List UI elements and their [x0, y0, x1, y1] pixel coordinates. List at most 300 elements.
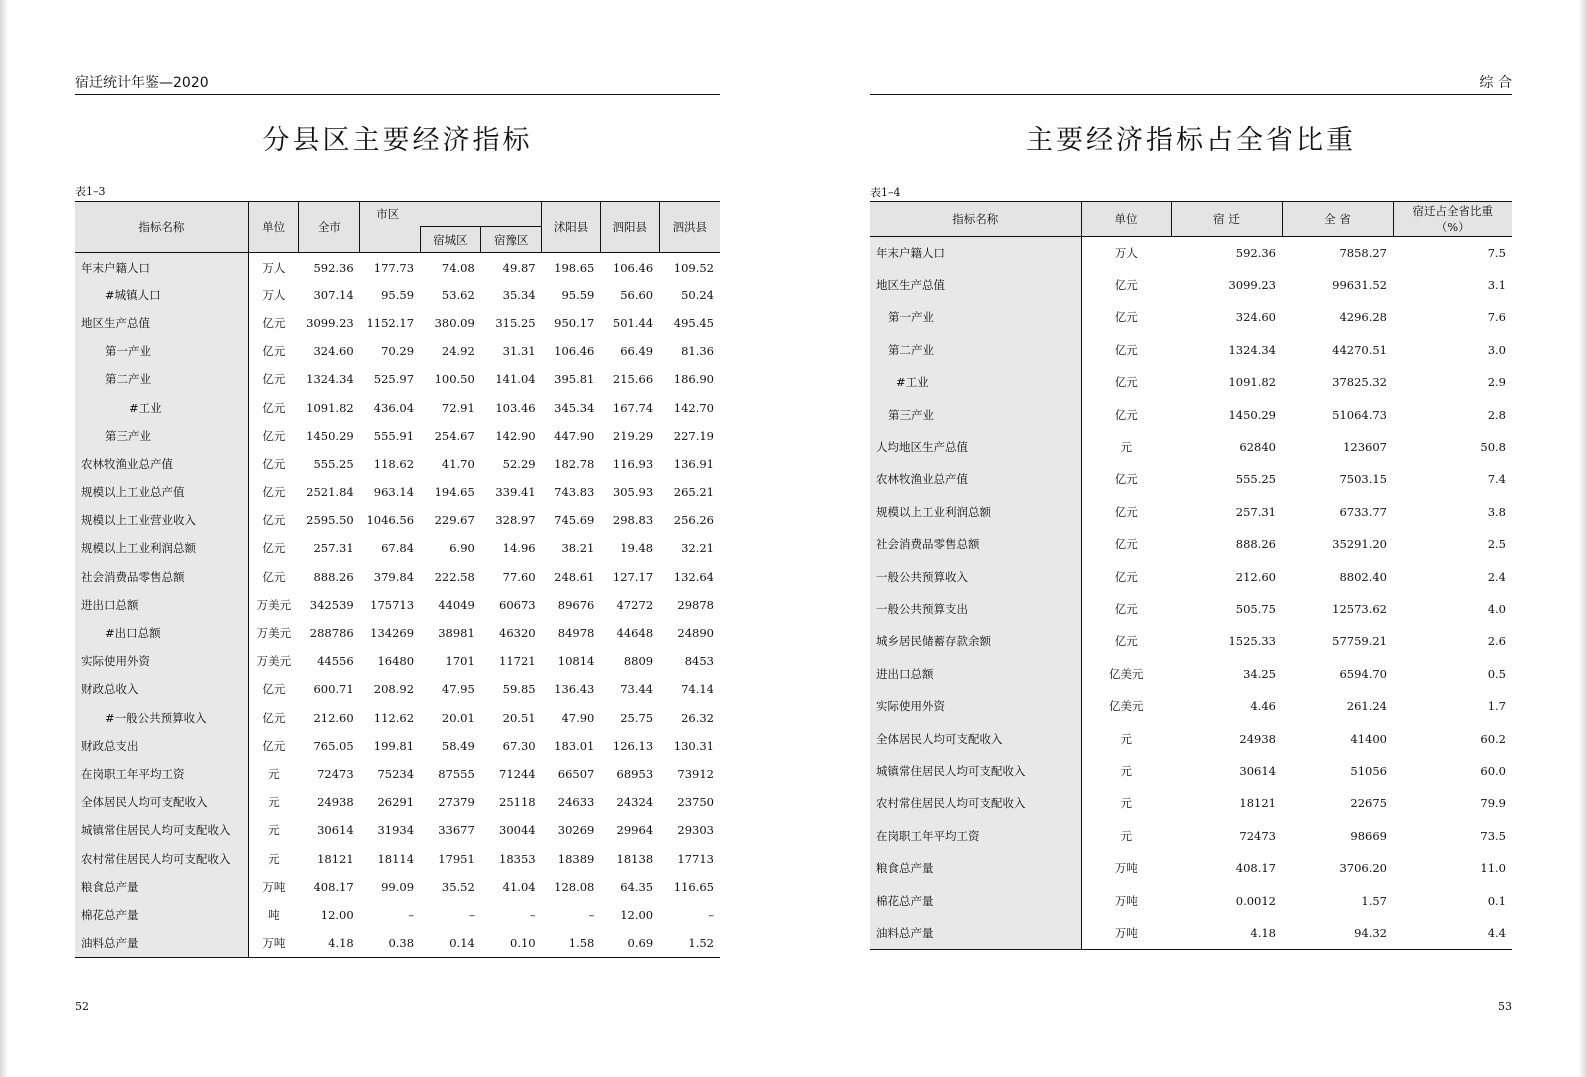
row-value: 50.24 — [681, 287, 714, 302]
row-value: – — [588, 907, 595, 922]
table-row — [870, 560, 1512, 592]
row-value: 2.8 — [1487, 407, 1506, 422]
row-value: 4.4 — [1487, 925, 1506, 940]
row-unit: 亿元 — [1114, 407, 1138, 422]
row-value: 116.93 — [612, 456, 654, 471]
row-value: 95.59 — [381, 287, 415, 302]
left-running-head — [75, 74, 720, 95]
row-indicator-name: 实际使用外资 — [870, 690, 1081, 722]
row-unit: 元 — [1120, 440, 1132, 455]
row-value: 219.29 — [612, 428, 654, 443]
row-value: 67.84 — [381, 541, 415, 556]
row-value: 30269 — [557, 823, 595, 838]
row-unit: 元 — [1120, 796, 1132, 811]
row-value: 66.49 — [620, 344, 654, 359]
row-indicator-name: 城镇常住居民人均可支配收入 — [75, 816, 248, 844]
row-value: 77.60 — [502, 569, 536, 584]
row-value: 35.34 — [502, 287, 536, 302]
row-value: 142.90 — [495, 428, 536, 443]
row-value: 0.14 — [449, 935, 475, 950]
row-indicator-name: 财政总支出 — [75, 732, 248, 760]
table-row — [75, 393, 720, 421]
row-unit: 亿元 — [1114, 375, 1138, 390]
row-value: 109.52 — [673, 261, 714, 276]
row-indicator-name: 棉花总产量 — [75, 901, 248, 929]
row-value: 24890 — [677, 626, 714, 641]
share-ratio-unit: （%） — [1435, 220, 1470, 234]
row-indicator-name: 棉花总产量 — [870, 884, 1081, 916]
row-value: 1091.82 — [306, 400, 354, 415]
row-value: 31.31 — [502, 344, 536, 359]
row-indicator-name: 社会消费品零售总额 — [870, 528, 1081, 560]
row-value: – — [408, 907, 415, 922]
row-value: 116.65 — [673, 879, 714, 894]
row-value: 8809 — [623, 654, 654, 669]
row-value: 298.83 — [612, 513, 654, 528]
row-indicator-name: 粮食总产量 — [870, 852, 1081, 884]
table-row — [75, 732, 720, 760]
row-unit: 亿元 — [262, 428, 286, 443]
row-value: 17713 — [677, 851, 714, 866]
row-value: 7858.27 — [1339, 245, 1387, 260]
row-value: 18389 — [557, 851, 595, 866]
row-indicator-name: 社会消费品零售总额 — [75, 563, 248, 591]
row-value: 212.60 — [313, 710, 354, 725]
row-value: 1450.29 — [306, 428, 354, 443]
row-value: 339.41 — [495, 485, 536, 500]
row-value: 41.70 — [441, 456, 475, 471]
table-row — [870, 625, 1512, 657]
row-value: 257.31 — [313, 541, 354, 556]
row-value: 305.93 — [612, 485, 654, 500]
row-value: 26291 — [377, 795, 415, 810]
table-row — [870, 463, 1512, 495]
row-value: 18121 — [1239, 796, 1276, 811]
table-row — [75, 873, 720, 901]
row-value: 0.1 — [1487, 893, 1506, 908]
right-running-head — [870, 74, 1512, 95]
row-unit: 亿元 — [262, 344, 286, 359]
row-value: 41.04 — [502, 879, 536, 894]
row-unit: 万美元 — [256, 597, 292, 612]
row-value: 600.71 — [313, 682, 354, 697]
header-suyu: 宿豫区 — [481, 227, 542, 253]
row-value: 128.08 — [554, 879, 595, 894]
right-page — [870, 0, 1512, 1077]
row-value: 436.04 — [373, 400, 415, 415]
row-value: 963.14 — [373, 485, 415, 500]
row-unit: 亿元 — [1114, 342, 1138, 357]
table-row — [870, 269, 1512, 301]
row-unit: 万吨 — [262, 935, 286, 950]
row-value: 74.14 — [681, 682, 714, 697]
row-value: 112.62 — [373, 710, 415, 725]
table-row — [75, 309, 720, 337]
row-value: 7.6 — [1487, 310, 1506, 325]
header-indicator-name: 指标名称 — [870, 202, 1081, 237]
row-value: 16480 — [377, 654, 415, 669]
table-row — [870, 820, 1512, 852]
row-value: 141.04 — [495, 372, 536, 387]
row-indicator-name: 地区生产总值 — [870, 269, 1081, 301]
right-table-label: 表1–4 — [870, 186, 901, 199]
row-value: 24.92 — [441, 344, 475, 359]
table-row — [75, 760, 720, 788]
row-value: 1324.34 — [1228, 342, 1276, 357]
row-value: 324.60 — [1235, 310, 1276, 325]
row-value: 72473 — [317, 766, 354, 781]
row-value: 24324 — [616, 795, 654, 810]
row-indicator-name: 实际使用外资 — [75, 647, 248, 675]
left-table-label: 表1–3 — [75, 185, 106, 198]
row-value: 408.17 — [313, 879, 354, 894]
row-value: 89676 — [557, 597, 595, 612]
table-row — [75, 844, 720, 872]
row-value: 950.17 — [554, 315, 595, 330]
header-city-total: 全市 — [299, 202, 360, 253]
row-unit: 吨 — [268, 907, 280, 922]
row-unit: 元 — [1120, 763, 1132, 778]
row-value: 41400 — [1350, 731, 1387, 746]
row-value: 18353 — [499, 851, 536, 866]
row-value: 2521.84 — [306, 485, 354, 500]
table-row — [75, 506, 720, 534]
yearbook-title: 宿迁统计年鉴—2020 — [75, 75, 209, 91]
row-value: 22675 — [1350, 796, 1387, 811]
row-value: 18114 — [377, 851, 415, 866]
row-value: – — [469, 907, 475, 922]
row-indicator-name: #工业 — [75, 393, 248, 421]
row-unit: 亿元 — [262, 400, 286, 415]
row-value: 24633 — [557, 795, 595, 810]
section-title: 综 合 — [1479, 75, 1512, 91]
row-value: 29964 — [616, 823, 654, 838]
row-value: 12.00 — [620, 907, 654, 922]
row-unit: 亿美元 — [1109, 699, 1144, 714]
row-value: 73912 — [677, 766, 714, 781]
row-value: 743.83 — [554, 485, 595, 500]
row-value: 1.52 — [688, 935, 714, 950]
row-value: 7.4 — [1487, 472, 1506, 487]
row-unit: 亿元 — [1114, 601, 1138, 616]
row-value: 324.60 — [313, 344, 354, 359]
row-value: 4.18 — [1250, 925, 1276, 940]
row-unit: 万吨 — [262, 879, 286, 894]
row-value: 47272 — [616, 597, 654, 612]
header-indicator-name: 指标名称 — [75, 202, 248, 253]
header-suqian: 宿 迁 — [1171, 202, 1282, 237]
table-row — [75, 675, 720, 703]
row-value: 87555 — [438, 766, 475, 781]
row-unit: 万人 — [262, 287, 286, 302]
row-indicator-name: #一般公共预算收入 — [75, 704, 248, 732]
row-unit: 万美元 — [256, 626, 292, 641]
row-indicator-name: 一般公共预算支出 — [870, 593, 1081, 625]
row-indicator-name: 年末户籍人口 — [75, 253, 248, 281]
table-row — [75, 365, 720, 393]
table-row — [75, 788, 720, 816]
row-value: 127.17 — [612, 569, 654, 584]
row-value: 505.75 — [1235, 601, 1276, 616]
row-value: 8453 — [684, 654, 714, 669]
row-value: 26.32 — [681, 710, 714, 725]
row-value: 315.25 — [495, 315, 536, 330]
row-value: 94.32 — [1354, 925, 1387, 940]
header-province: 全 省 — [1282, 202, 1393, 237]
row-value: 68953 — [616, 766, 654, 781]
row-value: 345.34 — [554, 400, 595, 415]
row-value: 53.62 — [441, 287, 475, 302]
row-value: 37825.32 — [1332, 375, 1387, 390]
row-value: 98669 — [1350, 828, 1387, 843]
row-value: 183.01 — [554, 738, 595, 753]
header-shuyang: 沭阳县 — [542, 202, 601, 253]
table-row — [75, 478, 720, 506]
left-page-number: 52 — [75, 1000, 89, 1013]
row-unit: 亿元 — [1114, 537, 1138, 552]
row-unit: 万吨 — [1114, 861, 1138, 876]
row-indicator-name: 一般公共预算收入 — [870, 560, 1081, 592]
row-value: 254.67 — [434, 428, 475, 443]
row-value: 60673 — [499, 597, 536, 612]
row-indicator-name: 规模以上工业总产值 — [75, 478, 248, 506]
row-unit: 元 — [268, 766, 280, 781]
row-value: 342539 — [309, 597, 354, 612]
row-value: 194.65 — [434, 485, 475, 500]
row-value: 74.08 — [441, 261, 475, 276]
row-value: 8802.40 — [1339, 569, 1387, 584]
row-value: 49.87 — [502, 261, 536, 276]
table-row — [870, 496, 1512, 528]
row-value: 32.21 — [681, 541, 714, 556]
row-value: 1525.33 — [1228, 634, 1276, 649]
header-siyang: 泗阳县 — [600, 202, 659, 253]
row-unit: 亿元 — [1114, 278, 1138, 293]
row-value: 126.13 — [612, 738, 654, 753]
row-value: 18121 — [317, 851, 354, 866]
row-value: 24938 — [1239, 731, 1276, 746]
table-row — [75, 816, 720, 844]
table-row — [870, 884, 1512, 916]
row-indicator-name: 油料总产量 — [870, 917, 1081, 949]
table-row — [870, 690, 1512, 722]
row-unit: 亿元 — [262, 372, 286, 387]
table-row — [75, 901, 720, 929]
row-value: 34.25 — [1243, 666, 1276, 681]
row-value: 1324.34 — [306, 372, 354, 387]
row-unit: 元 — [1120, 731, 1132, 746]
row-value: 12573.62 — [1332, 601, 1387, 616]
table-row — [75, 450, 720, 478]
row-value: 99631.52 — [1332, 278, 1387, 293]
row-value: 186.90 — [673, 372, 714, 387]
row-indicator-name: 在岗职工年平均工资 — [870, 820, 1081, 852]
row-value: 103.46 — [495, 400, 536, 415]
row-value: 56.60 — [620, 287, 654, 302]
row-value: 64.35 — [620, 879, 654, 894]
row-value: 198.65 — [554, 261, 595, 276]
table-row — [75, 253, 720, 281]
row-indicator-name: #出口总额 — [75, 619, 248, 647]
row-value: 2.6 — [1487, 634, 1506, 649]
row-value: 95.59 — [561, 287, 595, 302]
row-indicator-name: 全体居民人均可支配收入 — [870, 722, 1081, 754]
row-value: 30614 — [1239, 763, 1276, 778]
row-value: 555.25 — [1235, 472, 1276, 487]
row-value: 328.97 — [495, 513, 536, 528]
table-row — [870, 755, 1512, 787]
row-value: 67.30 — [502, 738, 536, 753]
row-value: 136.43 — [554, 682, 595, 697]
row-value: 4.18 — [328, 935, 354, 950]
row-indicator-name: 油料总产量 — [75, 929, 248, 957]
row-indicator-name: 财政总收入 — [75, 675, 248, 703]
row-value: 134269 — [370, 626, 415, 641]
table-row — [75, 534, 720, 562]
row-value: 765.05 — [313, 738, 354, 753]
row-value: – — [529, 907, 536, 922]
table-row — [870, 852, 1512, 884]
row-value: 3.8 — [1487, 504, 1506, 519]
row-value: 44270.51 — [1332, 342, 1387, 357]
row-value: 7503.15 — [1339, 472, 1387, 487]
row-indicator-name: 规模以上工业利润总额 — [870, 496, 1081, 528]
row-value: 1152.17 — [366, 315, 415, 330]
row-value: 25.75 — [620, 710, 654, 725]
table-row — [870, 528, 1512, 560]
table-row — [870, 431, 1512, 463]
row-value: 62840 — [1239, 440, 1276, 455]
row-value: 51056 — [1350, 763, 1387, 778]
row-value: 17951 — [438, 851, 475, 866]
row-value: 1450.29 — [1228, 407, 1276, 422]
table-row — [870, 237, 1512, 269]
row-value: 29303 — [677, 823, 714, 838]
row-unit: 亿元 — [262, 541, 286, 556]
row-value: 10814 — [557, 654, 595, 669]
row-value: 2595.50 — [306, 513, 354, 528]
row-indicator-name: 人均地区生产总值 — [870, 431, 1081, 463]
row-value: 4296.28 — [1339, 310, 1387, 325]
row-unit: 亿元 — [1114, 310, 1138, 325]
row-value: 142.70 — [673, 400, 714, 415]
row-value: 1701 — [445, 654, 475, 669]
row-indicator-name: #工业 — [870, 366, 1081, 398]
row-value: 175713 — [370, 597, 415, 612]
row-indicator-name: 第二产业 — [75, 365, 248, 393]
row-value: 72473 — [1239, 828, 1276, 843]
row-value: 35.52 — [441, 879, 475, 894]
table-row — [75, 929, 720, 957]
row-value: 30044 — [499, 823, 536, 838]
table-row — [870, 658, 1512, 690]
header-urban-district: 市区 — [360, 202, 542, 227]
row-value: 130.31 — [673, 738, 714, 753]
row-value: 52.29 — [502, 456, 536, 471]
row-value: 408.17 — [1235, 861, 1276, 876]
table-row — [75, 337, 720, 365]
row-value: 73.44 — [620, 682, 654, 697]
row-unit: 万人 — [262, 261, 286, 276]
right-page-number: 53 — [1498, 1000, 1512, 1013]
row-value: 19.48 — [620, 541, 654, 556]
row-value: 888.26 — [313, 569, 354, 584]
row-value: 447.90 — [554, 428, 595, 443]
row-value: 14.96 — [502, 541, 536, 556]
table-row — [870, 398, 1512, 430]
row-value: 6594.70 — [1339, 666, 1387, 681]
row-value: 72.91 — [441, 400, 475, 415]
row-unit: 亿元 — [262, 738, 286, 753]
table-row — [870, 334, 1512, 366]
left-page-title: 分县区主要经济指标 — [262, 125, 533, 156]
row-value: 0.38 — [388, 935, 415, 950]
row-value: 29878 — [677, 597, 714, 612]
row-value: 70.29 — [381, 344, 415, 359]
right-page-title: 主要经济指标占全省比重 — [1026, 125, 1356, 156]
row-value: 745.69 — [554, 513, 595, 528]
row-value: 50.8 — [1480, 440, 1506, 455]
row-unit: 万美元 — [256, 654, 292, 669]
table-row — [75, 619, 720, 647]
row-unit: 亿元 — [262, 710, 286, 725]
row-value: 30614 — [317, 823, 354, 838]
row-indicator-name: 粮食总产量 — [75, 873, 248, 901]
header-unit: 单位 — [1081, 202, 1171, 237]
row-value: 51064.73 — [1332, 407, 1387, 422]
row-value: 118.62 — [373, 456, 415, 471]
row-value: 212.60 — [1235, 569, 1276, 584]
row-indicator-name: #城镇人口 — [75, 281, 248, 309]
row-value: 208.92 — [373, 682, 415, 697]
row-indicator-name: 年末户籍人口 — [870, 237, 1081, 269]
row-value: 182.78 — [554, 456, 595, 471]
row-value: 106.46 — [554, 344, 595, 359]
header-unit: 单位 — [248, 202, 299, 253]
table-row — [870, 917, 1512, 949]
row-value: 7.5 — [1487, 245, 1506, 260]
row-value: 20.51 — [502, 710, 536, 725]
row-value: 60.2 — [1480, 731, 1506, 746]
right-page-edge-shadow — [1579, 0, 1587, 1077]
row-unit: 亿元 — [1114, 634, 1138, 649]
row-unit: 亿元 — [262, 315, 286, 330]
row-value: 6733.77 — [1339, 504, 1387, 519]
row-value: 47.90 — [561, 710, 595, 725]
row-value: 1.57 — [1361, 893, 1387, 908]
header-sihong: 泗洪县 — [659, 202, 720, 253]
row-indicator-name: 地区生产总值 — [75, 309, 248, 337]
row-value: 23750 — [677, 795, 714, 810]
table-row — [75, 563, 720, 591]
row-value: 1.58 — [568, 935, 595, 950]
row-indicator-name: 农村常住居民人均可支配收入 — [75, 844, 248, 872]
row-indicator-name: 城乡居民储蓄存款余额 — [870, 625, 1081, 657]
row-value: 288786 — [309, 626, 354, 641]
row-unit: 万人 — [1114, 245, 1138, 260]
row-value: 47.95 — [441, 682, 475, 697]
row-value: 3.1 — [1487, 278, 1506, 293]
row-value: 33677 — [438, 823, 475, 838]
row-value: 66507 — [557, 766, 595, 781]
row-value: 3.0 — [1487, 342, 1506, 357]
row-indicator-name: 进出口总额 — [75, 591, 248, 619]
row-indicator-name: 第三产业 — [75, 422, 248, 450]
row-value: 525.97 — [373, 372, 415, 387]
row-indicator-name: 全体居民人均可支配收入 — [75, 788, 248, 816]
row-value: 106.46 — [612, 261, 654, 276]
row-value: 81.36 — [681, 344, 714, 359]
